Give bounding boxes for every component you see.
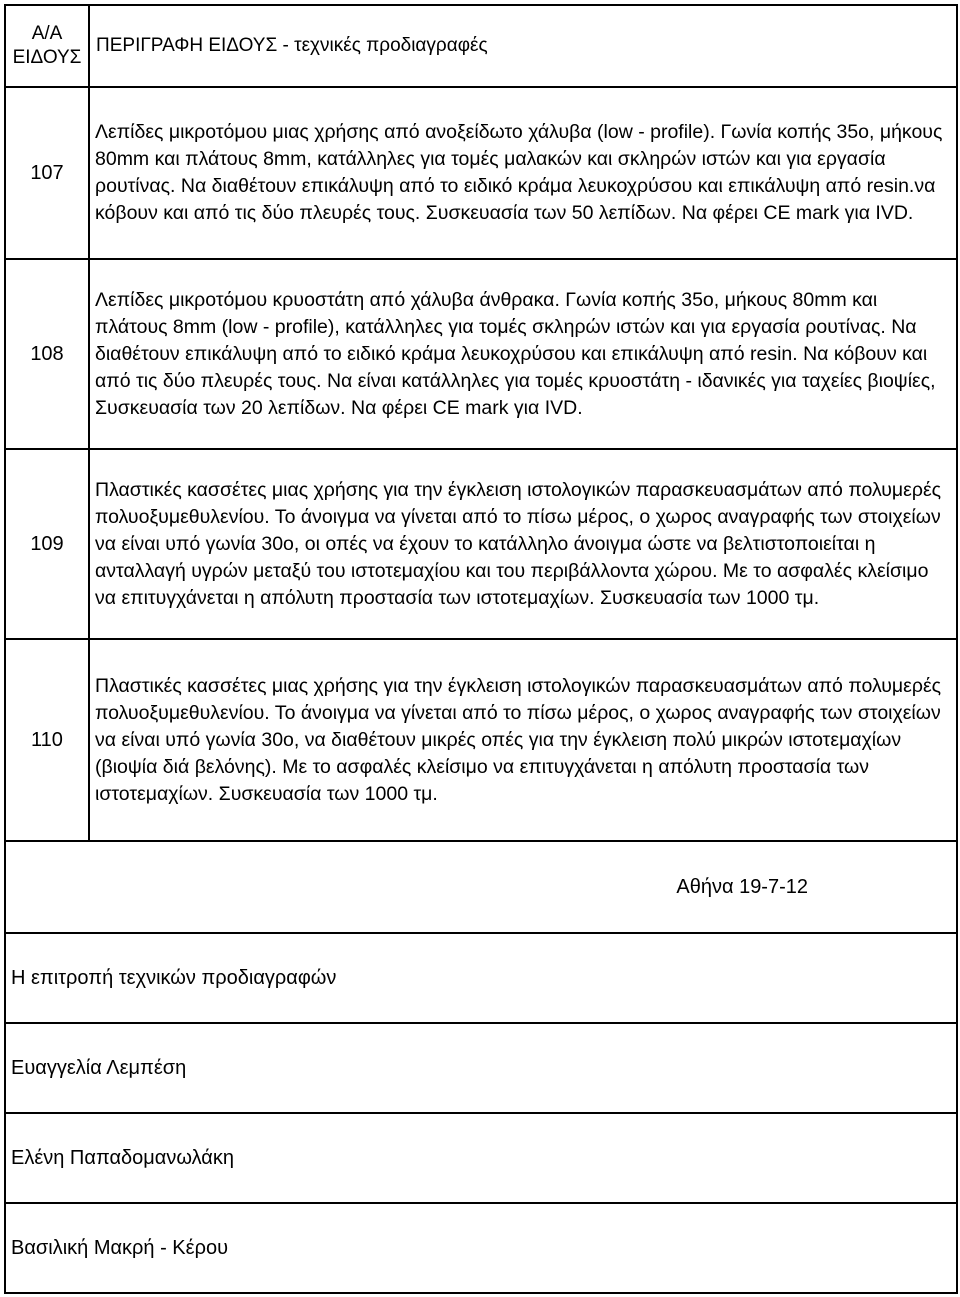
- document-date: Αθήνα 19-7-12: [5, 841, 957, 933]
- signatory-name: Βασιλική Μακρή - Κέρου: [5, 1203, 957, 1293]
- header-description: ΠΕΡΙΓΡΑΦΗ ΕΙΔΟΥΣ - τεχνικές προδιαγραφές: [89, 5, 957, 87]
- signatory-name: Ευαγγελία Λεμπέση: [5, 1023, 957, 1113]
- committee-title: Η επιτροπή τεχνικών προδιαγραφών: [5, 933, 957, 1023]
- date-row: [5, 841, 957, 933]
- item-number: 108: [5, 259, 89, 449]
- spec-table: [4, 4, 958, 1294]
- table-row: [5, 259, 957, 449]
- header-item-number: Α/Α ΕΙΔΟΥΣ: [5, 5, 89, 87]
- item-number: 107: [5, 87, 89, 259]
- item-description: Πλαστικές κασσέτες μιας χρήσης για την έγκλειση ιστολογικών παρασκευασμάτων από πολυμερές πολυοξυμεθυλενίου. Το άνοιγμα να γίνεται από το πίσω μέρος, ο χωρος αναγραφής των στοιχείων να είναι υπό γωνία 30ο, να διαθέτουν μικρές οπές για την έγκλειση πολύ μικρών ιστοτεμαχίων (βιοψία διά βελόνης). Με το ασφαλές κλείσιμο να επιτυγχάνεται η απόλυτη προστασία των ιστοτεμαχίων. Συσκευασία των 1000 τμ.: [89, 639, 957, 841]
- item-description: Λεπίδες μικροτόμου μιας χρήσης από ανοξείδωτο χάλυβα (low - profile). Γωνία κοπής 35ο, μήκους 80mm και πλάτους 8mm, κατάλληλες για τομές μαλακών και σκληρών ιστών και για εργασία ρουτίνας. Να διαθέτουν επικάλυψη από το ειδικό κράμα λευκοχρύσου και επικάλυψη από resin.να κόβουν και από τις δύο πλευρές τους. Συσκευασία των 50 λεπίδων. Να φέρει CE mark για IVD.: [89, 87, 957, 259]
- signatory-row: [5, 1113, 957, 1203]
- committee-row: [5, 933, 957, 1023]
- table-row: [5, 449, 957, 639]
- table-row: [5, 639, 957, 841]
- signatory-name: Ελένη Παπαδομανωλάκη: [5, 1113, 957, 1203]
- item-description: Πλαστικές κασσέτες μιας χρήσης για την έγκλειση ιστολογικών παρασκευασμάτων από πολυμερές πολυοξυμεθυλενίου. Το άνοιγμα να γίνεται από το πίσω μέρος, ο χωρος αναγραφής των στοιχείων να είναι υπό γωνία 30ο, οι οπές να έχουν το κατάλληλο άνοιγμα ώστε να βελτιστοποιείται η ανταλλαγή υγρών μεταξύ του ιστοτεμαχίου και του περιβάλλοντα χώρου. Με το ασφαλές κλείσιμο να επιτυγχάνεται η απόλυτη προστασία των ιστοτεμαχίων. Συσκευασία των 1000 τμ.: [89, 449, 957, 639]
- signatory-row: [5, 1203, 957, 1293]
- signatory-row: [5, 1023, 957, 1113]
- table-row: [5, 87, 957, 259]
- item-number: 110: [5, 639, 89, 841]
- item-number: 109: [5, 449, 89, 639]
- item-description: Λεπίδες μικροτόμου κρυοστάτη από χάλυβα άνθρακα. Γωνία κοπής 35ο, μήκους 80mm και πλάτους 8mm (low - profile), κατάλληλες για τομές σκληρών ιστών και για εργασία ρουτίνας. Να διαθέτουν επικάλυψη από το ειδικό κράμα λευκοχρύσου και επικάλυψη από resin. Να κόβουν και από τις δύο πλευρές τους. Να είναι κατάλληλες για τομές κρυοστάτη - ιδανικές για ταχείες βιοψίες, Συσκευασία των 20 λεπίδων. Να φέρει CE mark για IVD.: [89, 259, 957, 449]
- table-header-row: [5, 5, 957, 87]
